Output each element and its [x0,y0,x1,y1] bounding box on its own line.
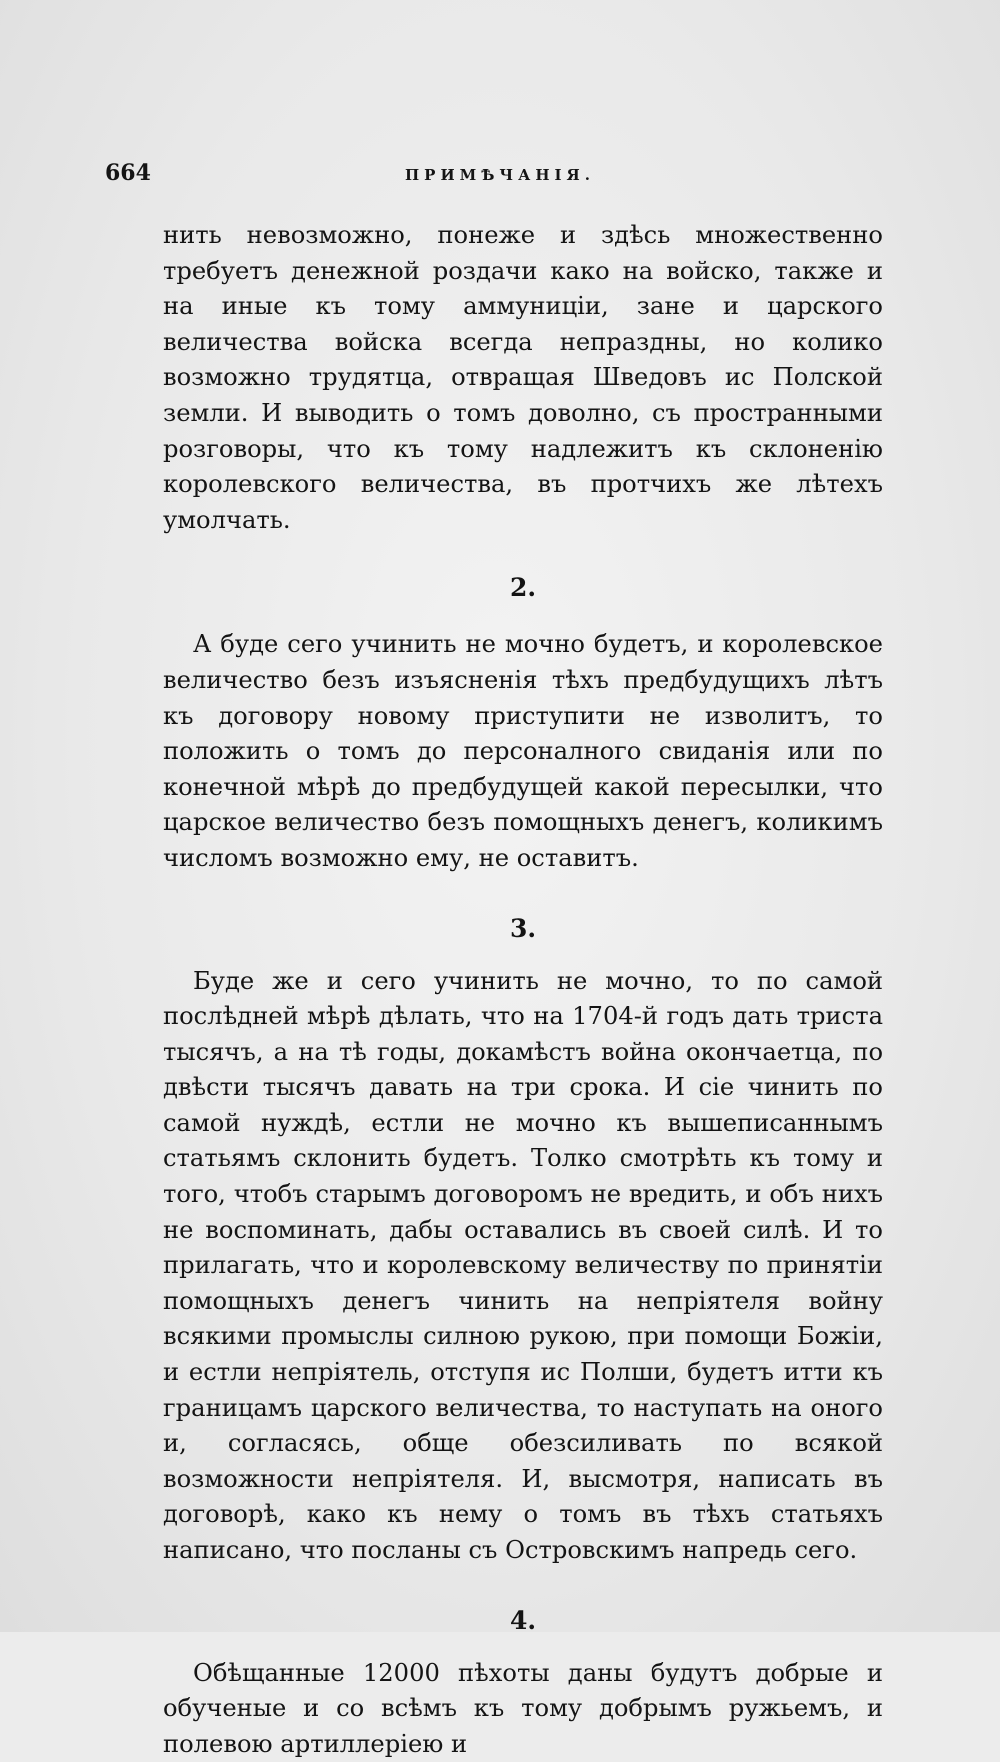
paragraph-section-4: Обѣщанные 12000 пѣхоты даны будутъ добрые и обученые и со всѣмъ къ тому добрымъ ружьемъ, и полевою артиллеріею и [163,1658,883,1758]
paragraph-section-3: Буде же и сего учинить не мочно, то по самой послѣдней мѣрѣ дѣлать, что на 1704-й годъ дать триста тысячъ, а на тѣ годы, докамѣстъ война окончаетца, по двѣсти тысячъ давать на три срока. И сіе чинить по самой нуждѣ, естли не мочно къ вышеписаннымъ статьямъ склонить будетъ. Толко смотрѣть къ тому и того, чтобъ старымъ договоромъ не вредить, и объ нихъ не воспоминать, дабы оставались въ своей силѣ. И то прилагать, что и королевскому величеству по принятіи помощныхъ денегъ чинить на непріятеля войну всякими промыслы силною рукою, при помощи Божіи, и естли непріятель, отступя ис Полши, будетъ итти къ границамъ царского величества, то наступать на оного и, согласясь, обще обезсиливать по всякой возможности непріятеля. И, высмотря, написать въ договорѣ, како къ нему о томъ въ тѣхъ статьяхъ написано, что посланы съ Островскимъ напредь сего. [163,966,883,1564]
section-title: ПРИМѢЧАНІЯ. [405,166,595,184]
page-number: 664 [105,160,151,186]
section-number-4: 4. [509,1605,537,1635]
running-head [105,160,895,196]
paragraph-section-2: А буде сего учинить не мочно будетъ, и королевское величество безъ изъясненія тѣхъ предбудущихъ лѣтъ къ договору новому приступити не изволитъ, то положить о томъ до персоналного свиданія или по конечной мѣрѣ до предбудущей какой пересылки, что царское величество безъ помощныхъ денегъ, коликимъ числомъ возможно ему, не оставитъ. [163,630,883,872]
paragraph-continuation: нить невозможно, понеже и здѣсь множественно требуетъ денежной роздачи како на войско, также и на иные къ тому аммуниціи, зане и царского величества войска всегда непраздны, но колико возможно трудятца, отвращая Шведовъ ис Полской земли. И выводить о томъ доволно, съ пространными розговоры, что къ тому надлежитъ къ склоненію королевского величества, въ протчихъ же лѣтехъ умолчать. [163,221,883,534]
body-text [163,218,883,1762]
section-number-2: 2. [509,573,537,603]
section-number-3: 3. [509,913,537,943]
